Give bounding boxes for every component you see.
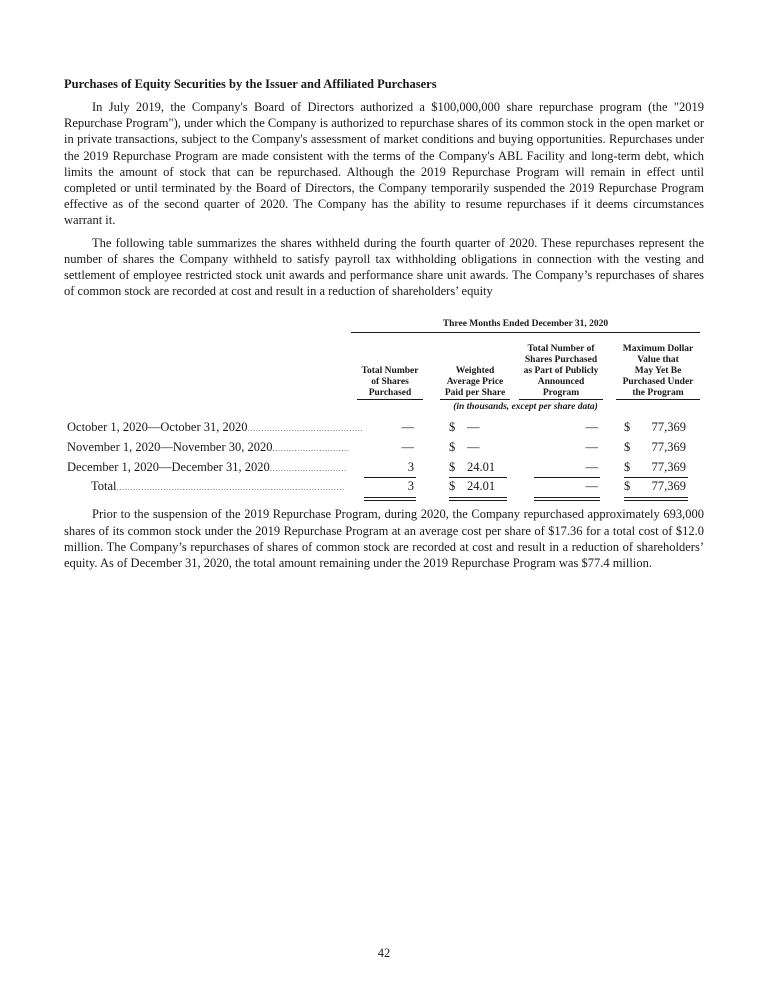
cell-shares: 3 [407,479,414,494]
cell-price-sign: $ [449,420,456,435]
cell-max-value: 77,369 [651,460,686,475]
col-header-line: the Program [632,388,684,399]
row-label-text: October 1, 2020—October 31, 2020 [67,420,248,435]
subtotal-rule [449,477,507,478]
cell-price: — [467,440,480,455]
subtotal-rule [624,477,688,478]
leader-dots: ................................................................................... [116,482,345,493]
document-page [64,76,704,577]
cell-max-sign: $ [624,460,631,475]
cell-shares: — [401,440,414,455]
col-header-line: Maximum Dollar [622,344,694,355]
col-header-line: Announced [537,377,585,388]
total-double-rule [534,497,600,501]
col-header-line: Total Number [361,366,419,377]
cell-price: 24.01 [467,479,496,494]
col-header-line: Total Number of [527,344,595,355]
col-header-average-price [440,343,510,400]
table-row-total [64,479,704,499]
leader-dots: ............................ [269,463,347,474]
cell-price-sign: $ [449,440,456,455]
cell-max-value: 77,369 [651,420,686,435]
cell-price: 24.01 [467,460,496,475]
subtotal-rule [534,477,600,478]
cell-max-sign: $ [624,479,631,494]
col-header-line: Average Price [446,377,504,388]
row-label-text: Total [91,479,117,494]
col-header-line: Shares Purchased [524,355,598,366]
row-label [67,440,350,455]
col-header-total-shares [357,343,423,400]
cell-program-shares: — [585,420,598,435]
col-header-line: of Shares [371,377,409,388]
leader-dots: .......................................... [247,423,364,434]
cell-max-sign: $ [624,440,631,455]
col-header-line: Value that [637,355,679,366]
paragraph-table-intro: The following table summarizes the shares withheld during the fourth quarter of 2020. These repurchases represent the number of shares the Company withheld to satisfy payroll tax withholding obligations in connection with the vesting and settlement of employee restricted stock unit awards and performance share unit awards. The Company’s repurchases of shares of common stock are recorded at cost and result in a reduction of shareholders’ equity [64,235,704,299]
cell-max-value: 77,369 [651,440,686,455]
col-header-line: Purchased Under [622,377,694,388]
row-label-text: December 1, 2020—December 31, 2020 [67,460,270,475]
cell-price-sign: $ [449,460,456,475]
cell-program-shares: — [585,479,598,494]
leader-dots: ............................ [272,443,350,454]
repurchase-table [64,319,704,494]
paragraph-repurchase-program: In July 2019, the Company's Board of Directors authorized a $100,000,000 share repurchase program (the "2019 Repurchase Program"), under which the Company is authorized to repurchase shares of its common stock in the open market or in private transactions, subject to the Company's assessment of market conditions and buying opportunities. Repurchases under the 2019 Repurchase Program are made consistent with the terms of the Company's ABL Facility and long-term debt, which limits the amount of stock that can be repurchased. Although the 2019 Repurchase Program will remain in effect until completed or until terminated by the Board of Directors, the Company temporarily suspended the 2019 Repurchase Program effective as of the second quarter of 2020. The Company has the ability to resume repurchases if it deems circumstances warrant it. [64,100,704,228]
col-header-line: Paid per Share [444,388,506,399]
total-double-rule [364,497,416,501]
section-heading: Purchases of Equity Securities by the Issuer and Affiliated Purchasers [64,77,437,91]
cell-price-sign: $ [449,479,456,494]
col-header-line: Weighted [455,366,495,377]
table-span-header: Three Months Ended December 31, 2020 [351,319,700,333]
units-note: (in thousands, except per share data) [453,402,598,413]
total-double-rule [624,497,688,501]
table-row [64,420,704,440]
cell-price: — [467,420,480,435]
col-header-max-dollar-value [616,343,700,400]
paragraph-program-summary: Prior to the suspension of the 2019 Repurchase Program, during 2020, the Company repurchased approximately 693,000 shares of its common stock under the 2019 Repurchase Program at an average cost per share of $17.36 for a total cost of $12.0 million. The Company’s repurchases of shares of common stock are recorded at cost and result in a reduction of shareholders’ equity. As of December 31, 2020, the total amount remaining under the 2019 Repurchase Program was $77.4 million. [64,507,704,571]
row-label [91,479,347,494]
col-header-line: Program [542,388,580,399]
col-header-program-shares [519,343,603,400]
col-header-line: Purchased [368,388,412,399]
page-number: 42 [377,946,391,960]
cell-max-sign: $ [624,420,631,435]
table-row [64,440,704,460]
col-header-line: as Part of Publicly [523,366,599,377]
row-label-text: November 1, 2020—November 30, 2020 [67,440,273,455]
total-double-rule [449,497,507,501]
col-header-line: May Yet Be [634,366,682,377]
cell-shares: — [401,420,414,435]
cell-shares: 3 [407,460,414,475]
subtotal-rule [364,477,416,478]
cell-max-value: 77,369 [651,479,686,494]
cell-program-shares: — [585,440,598,455]
row-label [67,420,364,435]
cell-program-shares: — [585,460,598,475]
row-label [67,460,347,475]
